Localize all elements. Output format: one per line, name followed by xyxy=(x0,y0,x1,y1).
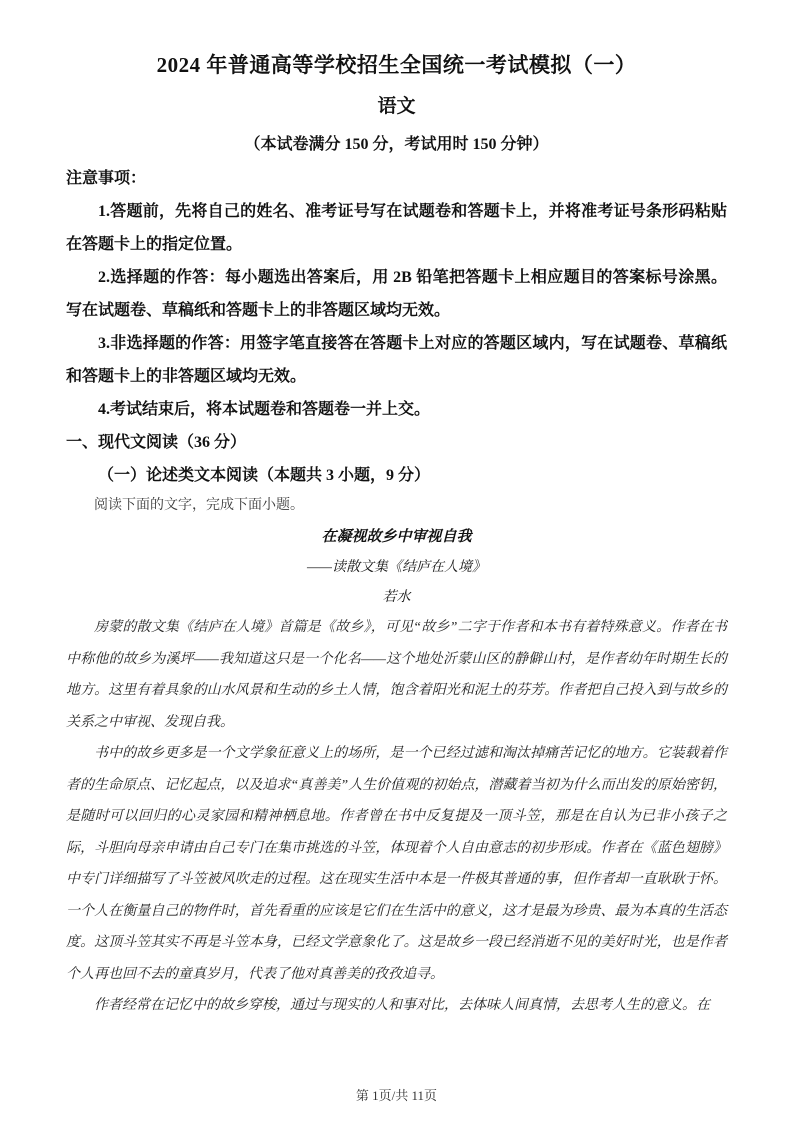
exam-subject: 语文 xyxy=(377,96,416,117)
essay-subtitle: ——读散文集《结庐在人境》 xyxy=(307,560,486,575)
notice-heading: 注意事项： xyxy=(66,170,147,187)
exam-title: 2024 年普通高等学校招生全国统一考试模拟（一） xyxy=(156,53,637,77)
essay-paragraph-1: 房蒙的散文集《结庐在人境》首篇是《故乡》，可见“故乡”二字于作者和本书有着特殊意义。作者在书中称他的故乡为溪坪——我知道这只是一个化名——这个地处沂蒙山区的静僻山村，是作者幼年时期生长的地方。这里有着具象的山水风景和生动的乡土人情，饱含着阳光和泥土的芬芳。作者把自己投入到与故乡的关系之中审视、发现自我。 xyxy=(66,620,727,730)
notice-item-2: 2.选择题的作答：每小题选出答案后，用 2B 铅笔把答题卡上相应题目的答案标号涂黑。写在试题卷、草稿纸和答题卡上的非答题区域均无效。 xyxy=(66,269,727,319)
notice-item-4: 4.考试结束后，将本试题卷和答题卷一并上交。 xyxy=(98,401,431,418)
essay-paragraph-3: 作者经常在记忆中的故乡穿梭，通过与现实的人和事对比，去体味人间真情，去思考人生的意义。在 xyxy=(94,998,710,1013)
page-number-footer: 第 1页/共 11页 xyxy=(355,1088,438,1103)
notice-item-1: 1.答题前，先将自己的姓名、准考证号写在试题卷和答题卡上，并将准考证号条形码粘贴在答题卡上的指定位置。 xyxy=(66,203,727,253)
subsection-heading-argumentative-reading: （一）论述类文本阅读（本题共 3 小题，9 分） xyxy=(98,467,431,484)
essay-paragraph-2: 书中的故乡更多是一个文学象征意义上的场所，是一个已经过滤和淘汰掉痛苦记忆的地方。它装载着作者的生命原点、记忆起点，以及追求“真善美”人生价值观的初始点，潜藏着当初为什么而出发的原始密钥，是随时可以回归的心灵家园和精神栖息地。作者曾在书中反复提及一顶斗笠，那是在自认为已非小孩子之际，斗胆向母亲申请由自己专门在集市挑选的斗笠，体现着个人自由意志的初步形成。作者在《蓝色翅膀》中专门详细描写了斗笠被风吹走的过程。这在现实生活中本是一件极其普通的事，但作者却一直耿耿于怀。一个人在衡量自己的物件时，首先看重的应该是它们在生活中的意义，这才是最为珍贵、最为本真的生活态度。这顶斗笠其实不再是斗笠本身，已经文学意象化了。这是故乡一段已经消逝不见的美好时光，也是作者个人再也回不去的童真岁月，代表了他对真善美的孜孜追寻。 xyxy=(66,746,727,982)
essay-title: 在凝视故乡中审视自我 xyxy=(321,529,472,545)
reading-instruction: 阅读下面的文字，完成下面小题。 xyxy=(94,498,304,513)
exam-info-line: （本试卷满分 150 分，考试用时 150 分钟） xyxy=(244,136,549,153)
page-content xyxy=(66,0,727,1022)
essay-author: 若水 xyxy=(382,590,411,605)
notice-item-3: 3.非选择题的作答：用签字笔直接答在答题卡上对应的答题区域内，写在试题卷、草稿纸和答题卡上的非答题区域均无效。 xyxy=(66,335,727,385)
section-heading-modern-reading: 一、现代文阅读（36 分） xyxy=(66,434,247,451)
